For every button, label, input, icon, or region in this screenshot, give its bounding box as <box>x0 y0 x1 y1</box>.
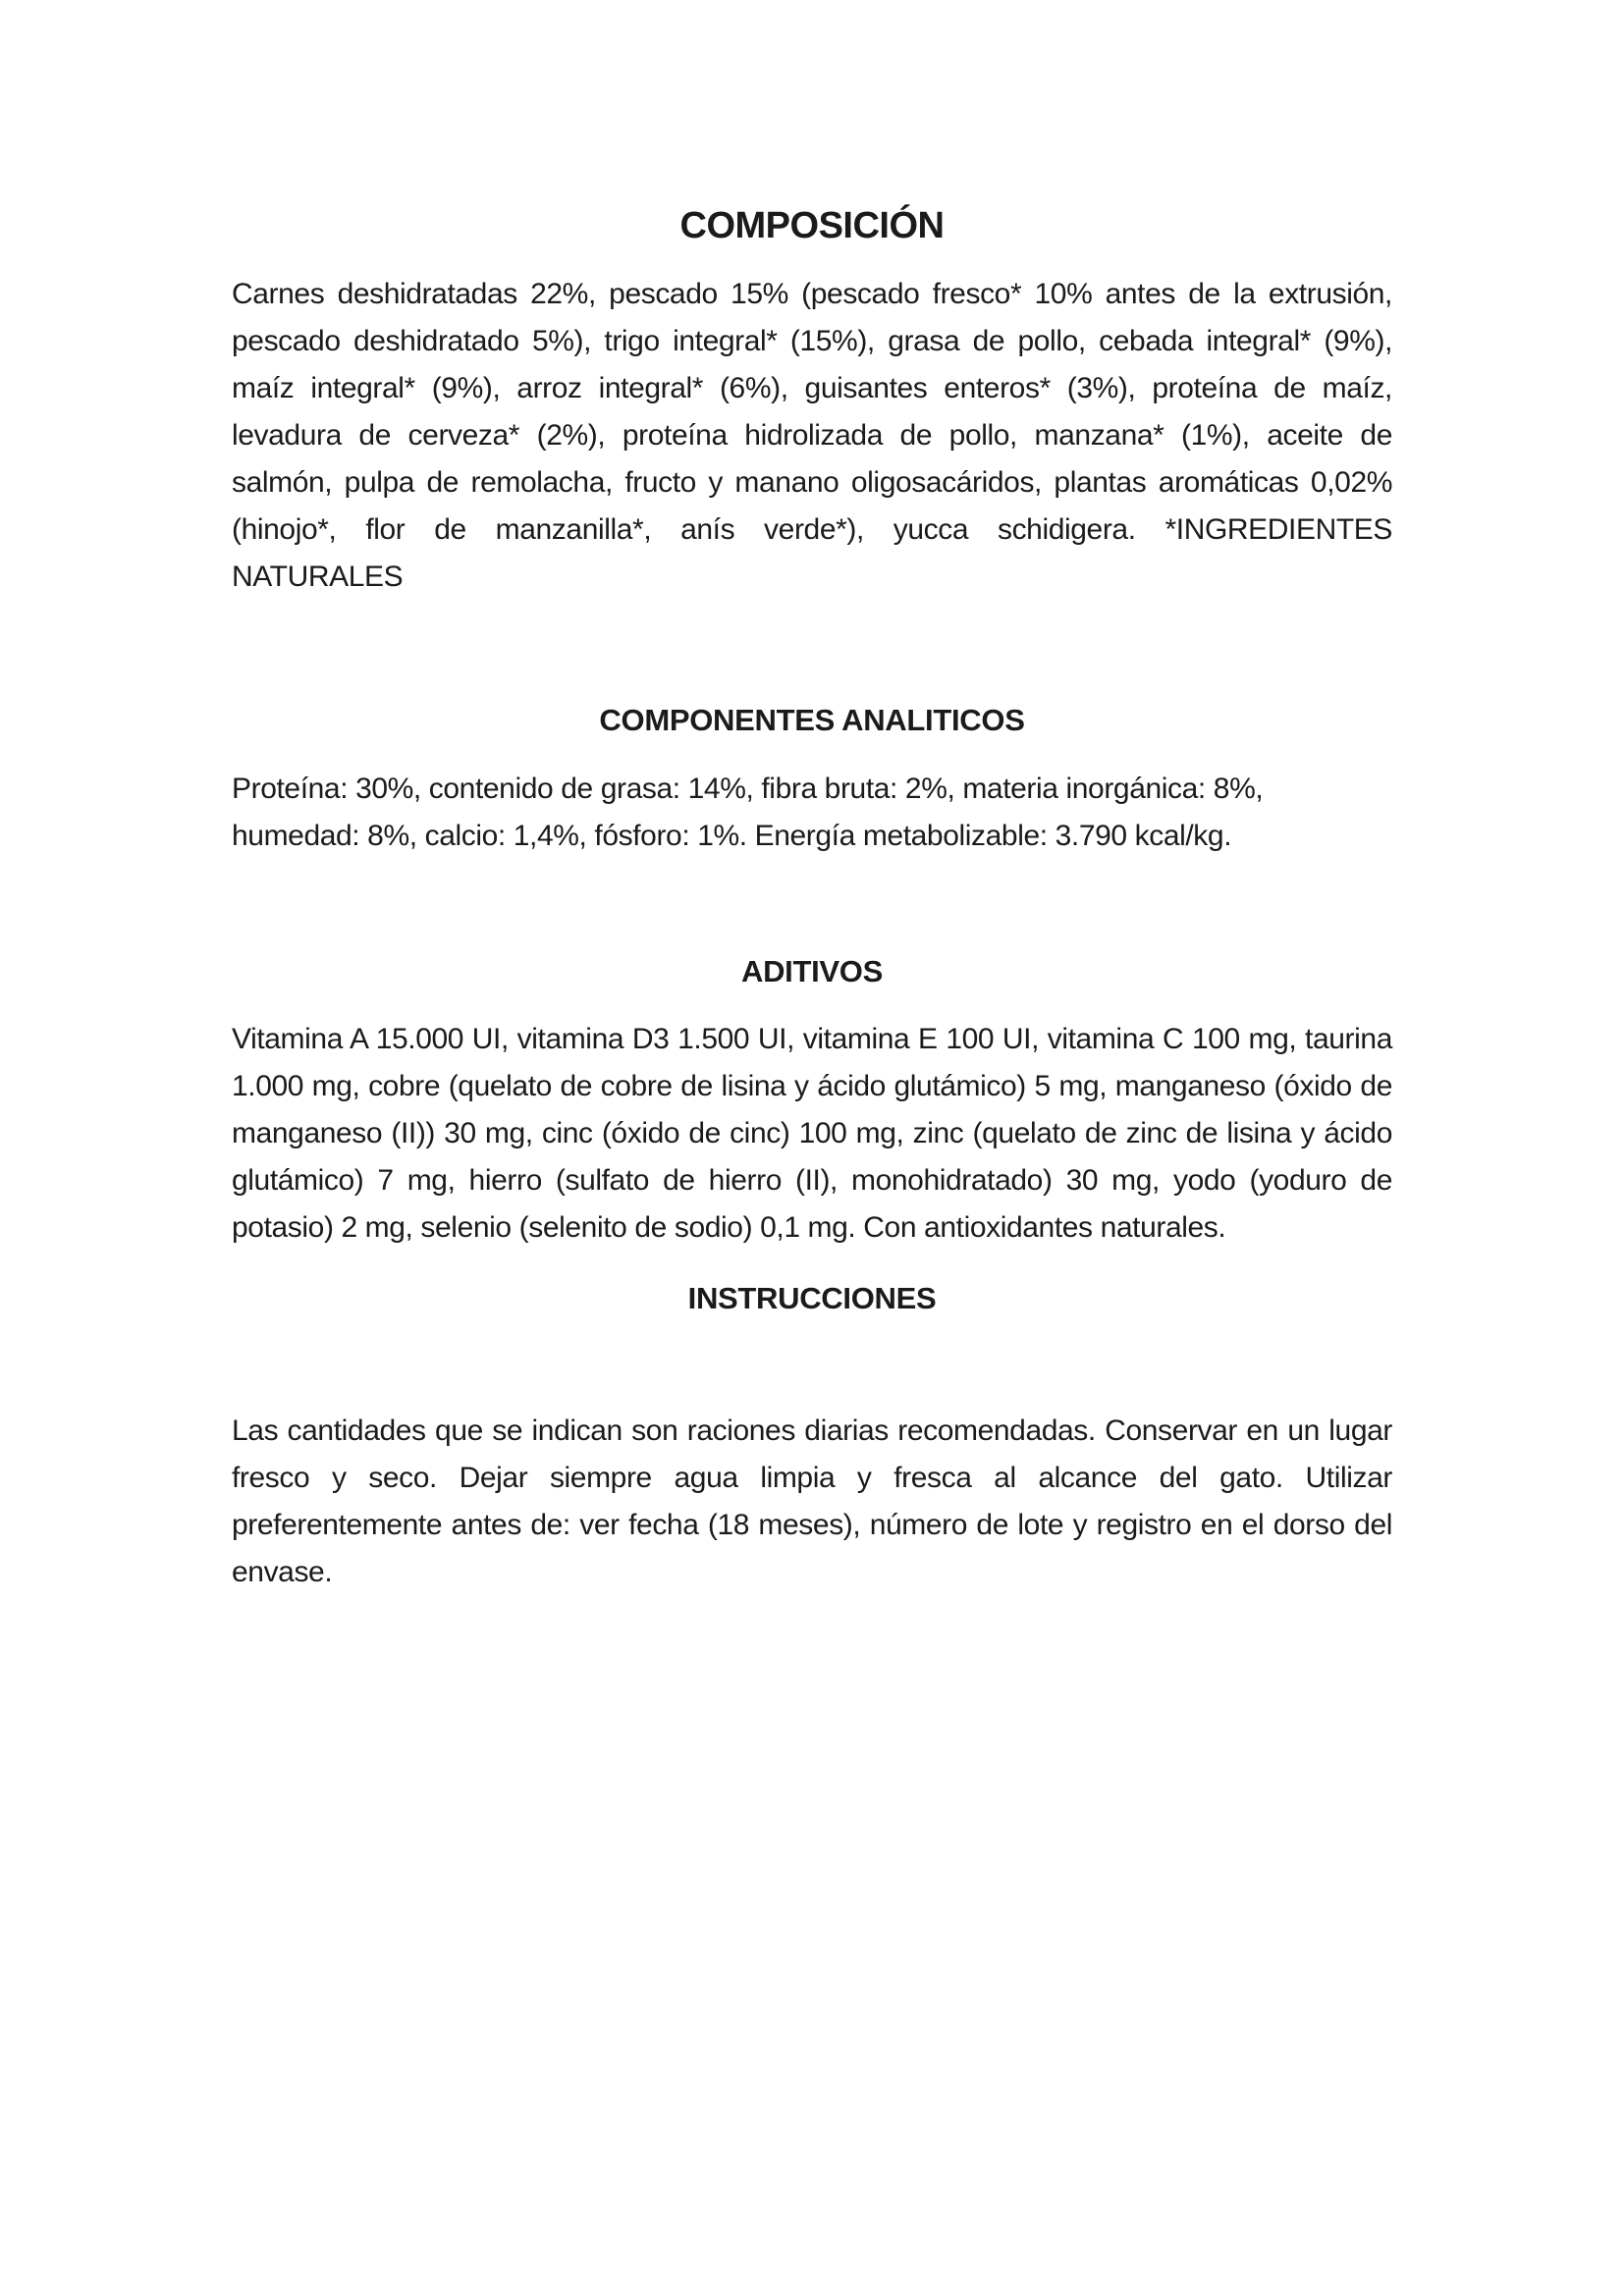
additives-heading: ADITIVOS <box>740 954 883 988</box>
document-title: COMPOSICIÓN <box>679 205 945 246</box>
composition-paragraph: Carnes deshidratadas 22%, pescado 15% (pescado fresco* 10% antes de la extrusión, pescado deshidratado 5%), trigo integral* (15%), grasa de pollo, cebada integral* (9%), maíz integral* (9%), arroz integral* (6%), guisantes enteros* (3%), proteína de maíz, levadura de cerveza* (2%), proteína hidrolizada de pollo, manzana* (1%), aceite de salmón, pulpa de remolacha, fructo y manano oligosacáridos, plantas aromáticas 0,02% (hinojo*, flor de manzanilla*, anís verde*), yucca schidigera. *INGREDIENTES NATURALES <box>232 278 1392 593</box>
instructions-paragraph: Las cantidades que se indican son raciones diarias recomendadas. Conservar en un lugar fresco y seco. Dejar siempre agua limpia y fresca al alcance del gato. Utilizar preferentemente antes de: ver fecha (18 meses), número de lote y registro en el dorso del envase. <box>232 1415 1392 1588</box>
analytical-components-paragraph: Proteína: 30%, contenido de grasa: 14%, fibra bruta: 2%, materia inorgánica: 8%, humedad: 8%, calcio: 1,4%, fósforo: 1%. Energía metabolizable: 3.790 kcal/kg. <box>232 773 1264 852</box>
additives-paragraph: Vitamina A 15.000 UI, vitamina D3 1.500 UI, vitamina E 100 UI, vitamina C 100 mg, taurina 1.000 mg, cobre (quelato de cobre de lisina y ácido glutámico) 5 mg, manganeso (óxido de manganeso (II)) 30 mg, cinc (óxido de cinc) 100 mg, zinc (quelato de zinc de lisina y ácido glutámico) 7 mg, hierro (sulfato de hierro (II), monohidratado) 30 mg, yodo (yoduro de potasio) 2 mg, selenio (selenito de sodio) 0,1 mg. Con antioxidantes naturales. <box>232 1023 1392 1244</box>
instructions-heading: INSTRUCCIONES <box>687 1281 937 1315</box>
analytical-components-heading: COMPONENTES ANALITICOS <box>599 703 1025 737</box>
